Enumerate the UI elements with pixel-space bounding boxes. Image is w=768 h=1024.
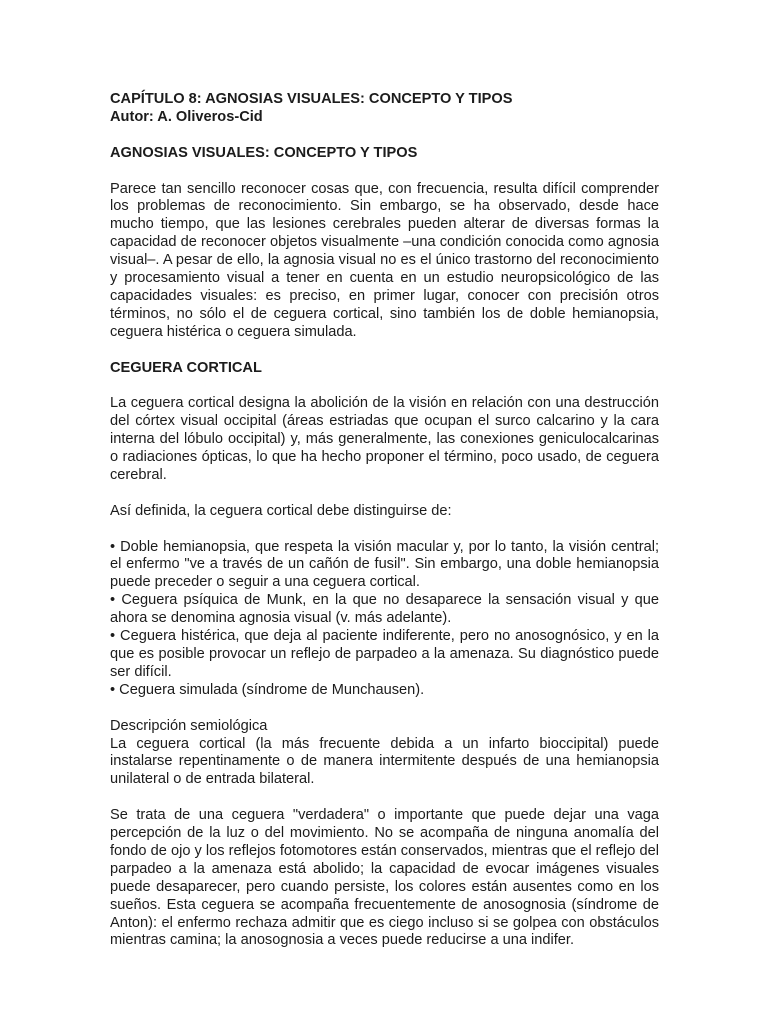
spacer [110,521,659,539]
description-paragraph: Se trata de una ceguera "verdadera" o importante que puede dejar una vaga percepción de la luz o del movimiento. No se acompaña de ninguna anomalía del fondo de ojo y los reflejos fotomotores están conservados, mientras que el reflejo del parpadeo a la amenaza está abolido; la capacidad de evocar imágenes visuales puede desaparecer, pero cuando persiste, los colores están ausentes como en los sueños. Esta ceguera se acompaña frecuentemente de anosognosia (síndrome de Anton): el enfermo rechaza admitir que es ciego incluso si se golpea con obstáculos mientras camina; la anosognosia a veces puede reducirse a una indifer. [110,807,659,949]
bullet-item: • Ceguera histérica, que deja al paciente indiferente, pero no anosognósico, y en la que es posible provocar un reflejo de parpadeo a la amenaza. Su diagnóstico puede ser difícil. [110,628,659,680]
section-heading-agnosias: AGNOSIAS VISUALES: CONCEPTO Y TIPOS [110,144,418,161]
document-page [110,91,659,950]
intro-paragraph: Parece tan sencillo reconocer cosas que, con frecuencia, resulta difícil comprender los problemas de reconocimiento. Sin embargo, se ha observado, desde hace mucho tiempo, que las lesiones cerebrales pueden alterar de diversas formas la capacidad de reconocer objetos visualmente –una condición conocida como agnosia visual–. A pesar de ello, la agnosia visual no es el único trastorno del reconocimiento y procesamiento visual a tener en cuenta en un estudio neuropsicológico de las capacidades visuales: es preciso, en primer lugar, conocer con precisión otros términos, no sólo el de ceguera cortical, sino también los de doble hemianopsia, ceguera histérica o ceguera simulada. [110,180,659,340]
definition-paragraph: La ceguera cortical designa la abolición de la visión en relación con una destrucción del córtex visual occipital (áreas estriadas que ocupan el surco calcarino y la cara interna del lóbulo occipital) y, más generalmente, las conexiones geniculocalcarinas o radiaciones ópticas, lo que ha hecho proponer el término, poco usado, de ceguera cerebral. [110,395,659,483]
bullet-item: • Ceguera simulada (síndrome de Munchausen). [110,681,425,698]
bullet-item: • Doble hemianopsia, que respeta la visión macular y, por lo tanto, la visión central; el enfermo "ve a través de un cañón de fusil". Sin embargo, una doble hemianopsia puede preceder o seguir a una ceguera cortical. [110,538,659,591]
spacer [110,485,659,503]
chapter-title: CAPÍTULO 8: AGNOSIAS VISUALES: CONCEPTO Y TIPOS [110,91,513,107]
semiology-paragraph: La ceguera cortical (la más frecuente debida a un infarto bioccipital) puede instalarse repentinamente o de manera intermitente después de una hemianopsia unilateral o de entrada bilateral. [110,735,659,788]
author-line: Autor: A. Oliveros-Cid [110,108,263,125]
spacer [110,700,659,718]
spacer [110,127,659,145]
spacer [110,163,659,181]
section-heading-ceguera-cortical: CEGUERA CORTICAL [110,359,262,376]
distinction-intro: Así definida, la ceguera cortical debe distinguirse de: [110,502,452,519]
spacer [110,342,659,360]
bullet-item: • Ceguera psíquica de Munk, en la que no desaparece la sensación visual y que ahora se denomina agnosia visual (v. más adelante). [110,592,659,627]
spacer [110,377,659,395]
subheading-semiologica: Descripción semiológica [110,717,268,734]
spacer [110,789,659,807]
